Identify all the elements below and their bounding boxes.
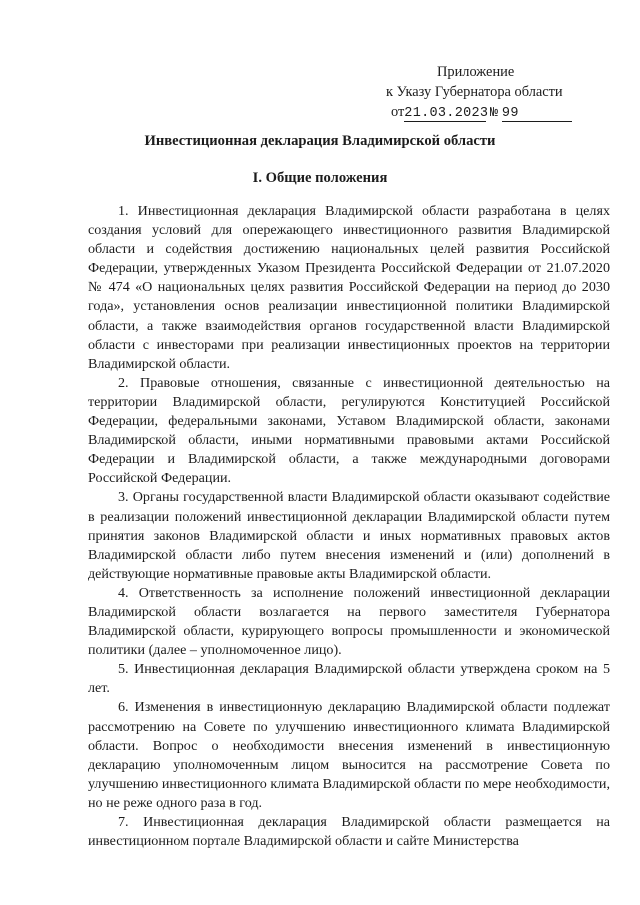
paragraph-5: 5. Инвестиционная декларация Владимирской области утверждена сроком на 5 лет. (88, 661, 610, 697)
handwritten-date: 21.03.2023 (404, 106, 489, 121)
handwritten-number: 99 (502, 106, 572, 122)
paragraph-4: 4. Ответственность за исполнение положений инвестиционной декларации Владимирской области возлагается на первого заместителя Губернатора Владимирской области, курирующего вопросы промышленности и экономической политики (далее – уполномоченное лицо). (88, 584, 610, 659)
appendix-block (380, 62, 580, 124)
paragraph-2: 2. Правовые отношения, связанные с инвестиционной деятельностью на территории Владимирской области, регулируются Конституцией Российской Федерации, федеральными законами, Уставом Владимирской области, законами Владимирской области, иными нормативными правовыми актами Российской Федерации и Владимирской области, а также международными договорами Российской Федерации. (88, 374, 610, 487)
number-sign: № (489, 106, 499, 121)
document-body (88, 202, 610, 851)
section-heading: I. Общие положения (252, 170, 388, 186)
paragraph-3: 3. Органы государственной власти Владимирской области оказывают содействие в реализации положений инвестиционной декларации Владимирской области путем принятия законов Владимирской области и иных нормативных правовых актов Владимирской области либо путем внесения изменений и (или) дополнений в действующие нормативные правовые акты Владимирской области. (88, 489, 610, 582)
appendix-reference: к Указу Губернатора области (386, 84, 563, 100)
appendix-date-line (380, 102, 580, 124)
paragraph-6: 6. Изменения в инвестиционную декларацию Владимирской области подлежат рассмотрению на Совете по улучшению инвестиционного климата Владимирской области. Вопрос о необходимости внесения изменений в инвестиционную декларацию уполномоченным лицом выносится на рассмотрение Совета по улучшению инвестиционного климата Владимирской области по мере необходимости, но не реже одного раза в год. (88, 699, 610, 811)
date-prefix: от (391, 104, 405, 120)
paragraph-7: 7. Инвестиционная декларация Владимирской области размещается на инвестиционном портале Владимирской области и сайте Министерства (88, 814, 610, 850)
appendix-label: Приложение (437, 64, 515, 80)
paragraph-1: 1. Инвестиционная декларация Владимирской области разработана в целях создания условий для опережающего инвестиционного развития Владимирской области и содействия достижению национальных целей развития Российской Федерации, утвержденных Указом Президента Российской Федерации от 21.07.2020 № 474 «О национальных целях развития Российской Федерации на период до 2030 года», установления основ реализации инвестиционной политики Владимирской области, а также взаимодействия органов государственной власти Владимирской области с инвесторами при реализации инвестиционных проектов на территории Владимирской области. (88, 203, 610, 372)
document-title: Инвестиционная декларация Владимирской области (144, 133, 496, 149)
